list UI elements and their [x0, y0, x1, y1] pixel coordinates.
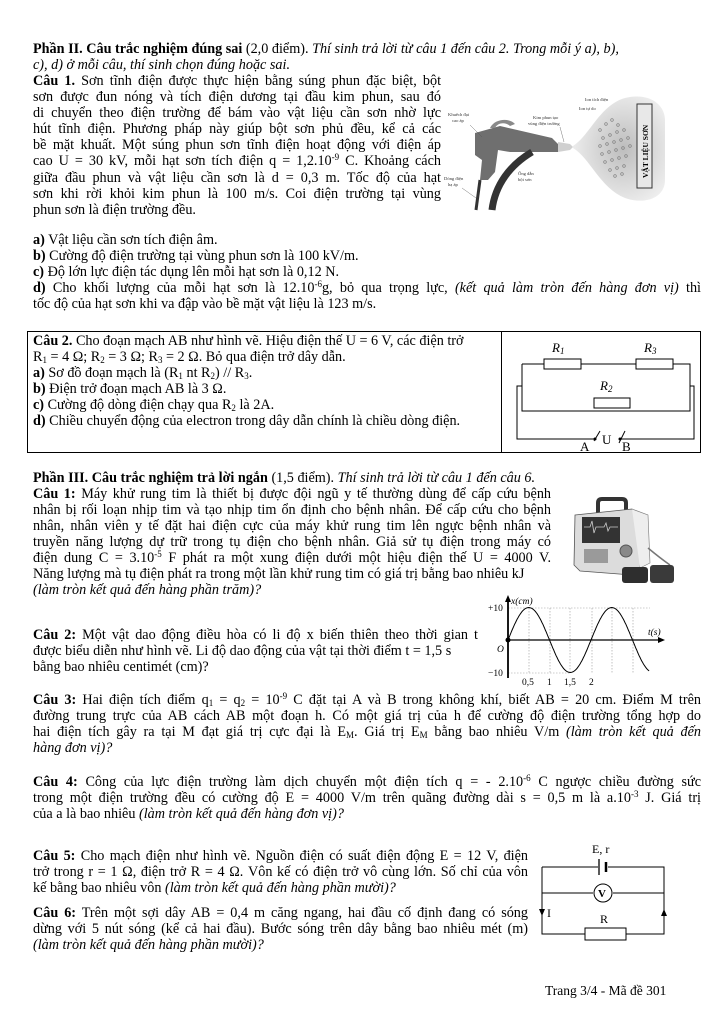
question-text: nhân bị rối loạn nhịp tim và tạo nhịp tim ổn định cho bệnh nhân. Để cấp cứu cho bệnh — [33, 502, 551, 519]
short-question-5 — [33, 848, 528, 896]
x-tick: 1 — [547, 678, 552, 688]
option-label: a) — [33, 365, 45, 382]
origin-label: O — [497, 645, 504, 655]
question-text: Năng lượng mà tụ điện phát ra trong một lần khử rung tim có giá trị bằng bao nhiêu kJ — [33, 566, 525, 582]
question-text: C ngược chiều đường sức — [530, 774, 701, 790]
question-2-label: Câu 2. — [33, 333, 73, 349]
label-r3: R3 — [644, 340, 657, 356]
label-hose-cont: bột sơn — [518, 177, 532, 182]
question-1-options — [33, 232, 701, 312]
text: = 2 Ω. Bỏ qua điện trở dây dẫn. — [162, 349, 346, 366]
x-tick: 0,5 — [522, 678, 534, 688]
question-1-text: giữa đầu phun và vật liệu cần sơn là d = 0,3 m. Tốc độ của hạt — [33, 169, 441, 186]
option-text: Điện trở đoạn mạch AB là 3 Ω. — [45, 381, 227, 398]
question-2 — [33, 333, 503, 430]
label-amplifier: Khuếch đại — [448, 112, 470, 117]
circuit-voltmeter-diagram — [530, 835, 700, 950]
terminal-a — [594, 438, 597, 441]
question-text: F phát ra một xung điện dưới một hiệu điện thế U = 4000 V. — [161, 550, 551, 567]
part3-points: (1,5 điểm). — [271, 470, 335, 486]
question-text: được biểu diễn như hình vẽ. Li độ dao động của vật tại thời điểm t = 1,5 s — [33, 643, 452, 660]
question-text: Máy khử rung tim là thiết bị được đội ngũ y tế thường dùng để cấp cứu bệnh — [81, 486, 552, 502]
option-a — [33, 365, 503, 381]
subscript: 2 — [240, 698, 246, 708]
resistor-r2 — [594, 398, 630, 408]
question-1-text: hút tĩnh điện. Phương pháp này giúp bột sơn phủ đều, kể cả các — [33, 121, 441, 138]
short-question-4-label: Câu 4: — [33, 774, 78, 790]
current-arrow-up — [661, 909, 667, 916]
option-d-cont: tốc độ của hạt sơn khi va đập vào bề mặt vật liệu là 123 m/s. — [33, 296, 377, 313]
source-label: E, r — [592, 842, 610, 856]
option-label: c) — [33, 397, 45, 414]
part2-instruction-cont: c), d) ở mỗi câu, thí sinh chọn đúng hoặc sai. — [33, 57, 291, 74]
option-c — [33, 264, 701, 280]
label-b: B — [622, 439, 631, 453]
short-question-1 — [33, 486, 551, 566]
subscript: 2 — [100, 355, 105, 366]
short-question-6-label: Câu 6: — [33, 905, 77, 921]
part2-title: Phần II. Câu trắc nghiệm đúng sai — [33, 41, 243, 57]
question-text: C đặt tại A và B trong không khí, biết AB = 20 cm. Điểm M trên — [287, 692, 701, 708]
question-text: dừng với 5 nút sóng (kể cả hai đầu). Bước sóng trên dây bằng bao nhiêu mét (m) — [33, 921, 528, 938]
oscillation-graph — [470, 590, 700, 690]
label-a: A — [580, 439, 590, 453]
rounding-note: (làm tròn kết quả đến hàng phần mười)? — [165, 880, 396, 897]
gun-body — [475, 126, 558, 180]
y-axis-label: x(cm) — [511, 597, 533, 607]
label-needle-cont: vùng điện trường — [528, 121, 560, 126]
option-label: b) — [33, 248, 46, 265]
resistor-r — [585, 928, 626, 940]
option-label: b) — [33, 381, 46, 398]
option-a — [33, 232, 701, 248]
part2-points: (2,0 điểm). — [245, 41, 309, 57]
exponent: -6 — [523, 773, 531, 783]
gun-nozzle — [558, 142, 573, 152]
short-question-3-label: Câu 3: — [33, 692, 77, 708]
option-text: g, bỏ qua trọng lực, — [321, 280, 455, 297]
option-text: Chiều chuyển động của electron trong dây dẫn chính là chiều dòng điện. — [45, 413, 461, 430]
option-b — [33, 381, 503, 397]
exponent: -6 — [314, 279, 322, 290]
part2-header — [33, 41, 701, 73]
defibrillator-image — [560, 493, 695, 593]
subscript: M — [346, 730, 355, 741]
option-label: c) — [33, 264, 45, 281]
label-free-ion: Ion tự do — [579, 106, 596, 111]
question-text: bằng bao nhiêu centimét (cm)? — [33, 659, 209, 676]
short-question-1-label: Câu 1: — [33, 486, 76, 502]
resistor-label: R — [600, 912, 609, 926]
question-1-text: Sơn tĩnh điện được thực hiện bằng súng phun đặc biệt, bột — [81, 73, 442, 89]
option-label: d) — [33, 280, 46, 297]
resistor-r1 — [544, 359, 581, 369]
option-text: thì — [678, 280, 701, 297]
short-question-2-label: Câu 2: — [33, 627, 77, 643]
text: ) // R — [215, 365, 245, 382]
rounding-note: (làm tròn kết quả đến hàng phần trăm)? — [33, 582, 262, 599]
question-2-text: Cho đoạn mạch AB như hình vẽ. Hiệu điện thế U = 6 V, các điện trở — [75, 333, 464, 349]
power-cable — [476, 180, 480, 210]
y-tick-min: −10 — [488, 669, 503, 679]
option-text: Độ lớn lực điện tác dụng lên mỗi hạt sơn là 0,12 N. — [44, 264, 339, 281]
subscript: 1 — [42, 355, 47, 366]
question-1-text: di chuyển theo điện trường để bám vào vật liệu cần sơn nhờ lực — [33, 105, 441, 122]
page-footer: Trang 3/4 - Mã đề 301 — [545, 983, 667, 998]
question-text: kế bằng bao nhiêu vôn — [33, 880, 165, 897]
current-arrow-down — [539, 909, 545, 916]
question-1-text: sơn được đun nóng và tích điện dương tại đầu kim phun, sau đó — [33, 89, 441, 106]
question-text: J. Giá trị — [638, 790, 701, 807]
question-2-values — [33, 349, 503, 365]
question-text: = q — [213, 692, 241, 708]
part3-header — [33, 470, 701, 486]
text: = 4 Ω; R — [46, 349, 101, 366]
short-question-3 — [33, 692, 701, 756]
question-text: Trên một sợi dây AB = 0,4 m căng ngang, hai đầu cố định đang có sóng — [81, 905, 528, 921]
question-1 — [33, 73, 441, 218]
part3-title: Phần III. Câu trắc nghiệm trả lời ngắn — [33, 470, 268, 486]
resistor-r3 — [636, 359, 673, 369]
option-b — [33, 248, 701, 264]
text: Cường độ dòng điện chạy qua R — [44, 397, 232, 414]
circuit-ab-diagram — [502, 331, 701, 453]
label-r1: R1 — [552, 340, 565, 356]
exponent: -5 — [154, 549, 162, 560]
option-text: Vật liệu cần sơn tích điện âm. — [44, 232, 218, 248]
subscript: 1 — [178, 371, 183, 382]
subscript: M — [419, 730, 428, 741]
option-label: d) — [33, 413, 46, 430]
text: . — [248, 365, 253, 382]
part2-instruction: Thí sinh trả lời từ câu 1 đến câu 2. Trong mỗi ý a), b), — [312, 41, 619, 57]
subscript: 3 — [244, 371, 249, 382]
subscript: 2 — [210, 371, 216, 382]
question-1-text: C. Khoảng cách — [339, 153, 441, 170]
question-1-text: bề mặt khuất. Một súng phun sơn tĩnh điện hoạt động với điện áp — [33, 137, 441, 154]
option-label: a) — [33, 232, 45, 248]
y-tick-max: +10 — [488, 604, 503, 614]
question-text: . Giá trị E — [354, 724, 420, 741]
question-1-label: Câu 1. — [33, 73, 76, 89]
option-text: Cường độ điện trường tại vùng phun sơn là 100 kV/m. — [45, 248, 359, 265]
x-axis-label: t(s) — [648, 628, 661, 638]
text: là 2A. — [235, 397, 275, 414]
label-needle: Kim phun tạo — [533, 115, 559, 120]
subscript: 2 — [231, 403, 236, 414]
question-text: truyền năng lượng dự trữ trong tụ điện cho bệnh nhân. Giả sử tụ điện trong máy có — [33, 534, 551, 551]
exponent: -3 — [630, 789, 639, 800]
current-label: I — [547, 906, 551, 920]
part3-instruction: Thí sinh trả lời từ câu 1 đến câu 6. — [337, 470, 536, 486]
question-text: Một vật dao động điều hòa có li độ x biến thiên theo thời gian t — [82, 627, 479, 643]
question-1-text: cao U = 30 kV, mỗi hạt sơn tích điện q = 1,2.10 — [33, 153, 332, 170]
text: nt R — [182, 365, 211, 382]
question-text: bằng bao nhiêu V/m — [427, 724, 566, 741]
label-u: U — [602, 432, 612, 447]
label-current: Dòng điện — [444, 176, 464, 181]
voltmeter-label: V — [598, 888, 606, 900]
rounding-note: (kết quả làm tròn đến hàng đơn vị) — [454, 280, 679, 297]
label-amplifier-cont: cao áp — [452, 118, 464, 123]
x-tick: 2 — [589, 678, 594, 688]
subscript: 3 — [157, 355, 163, 366]
question-text: = 10 — [245, 692, 280, 708]
rounding-note: (làm tròn kết quả đến hàng đơn vị)? — [138, 806, 344, 823]
question-text: hai điện tích gây ra tại M đạt giá trị cực đại là E — [33, 724, 347, 741]
option-c — [33, 397, 503, 413]
rounding-note: hàng đơn vị)? — [33, 740, 113, 757]
spray-gun-figure — [440, 80, 680, 230]
short-question-5-label: Câu 5: — [33, 848, 76, 864]
question-text: trong một điện trường đều có cường độ E = 4000 V/m trên quãng đường dài s = 0,5 m là a.10 — [33, 790, 631, 807]
short-question-4 — [33, 774, 701, 822]
label-ion-charged: Ion tích điện — [585, 97, 609, 102]
subscript: 1 — [208, 698, 214, 708]
question-text: của a là bao nhiêu — [33, 806, 139, 823]
rounding-note: (làm tròn kết quả đến — [566, 724, 701, 741]
question-text: Hai điện tích điểm q — [82, 692, 209, 708]
option-d — [33, 280, 701, 296]
question-text: Công của lực điện trường làm dịch chuyển một điện tích q = - 2.10 — [85, 774, 524, 790]
text: Sơ đồ đoạn mạch là (R — [44, 365, 179, 382]
option-d — [33, 413, 503, 429]
material-label: VẬT LIỆU SƠN — [641, 124, 650, 178]
question-text: điện dung C = 3.10 — [33, 550, 155, 567]
question-1-text: sơn khi rời khỏi kim phun là 100 m/s. Coi điện trường tại vùng — [33, 185, 441, 202]
question-text: Cho mạch điện như hình vẽ. Nguồn điện có suất điện động E = 12 V, điện — [80, 848, 528, 864]
x-tick: 1,5 — [564, 678, 576, 688]
exponent: -9 — [279, 691, 288, 701]
label-r2: R2 — [600, 378, 613, 394]
question-1-text: phun sơn là điện trường đều. — [33, 201, 196, 218]
short-question-2 — [33, 627, 478, 675]
label-current-cont: hạ áp — [448, 182, 458, 187]
text: = 3 Ω; R — [104, 349, 158, 366]
question-text: đường trung trực của AB cách AB một đoạn h. Có một giá trị của h để cường độ điện trường tổng hợp do — [33, 708, 701, 725]
question-text: trở trong r = 1 Ω, điện trở R = 4 Ω. Vôn kế có điện trở vô cùng lớn. Số chỉ của vôn — [33, 864, 528, 881]
label-hose: Ống dẫn — [518, 171, 534, 176]
exponent: -9 — [331, 152, 340, 163]
text: R — [33, 349, 43, 366]
question-text: nhân, nhân viên y tế đặt hai điện cực của máy khử rung tim lên ngực bệnh nhân và — [33, 518, 551, 535]
rounding-note: (làm tròn kết quả đến hàng phần mười)? — [33, 937, 264, 954]
short-question-6 — [33, 905, 528, 953]
option-text: Cho khối lượng của mỗi hạt sơn là 12.10 — [45, 280, 315, 297]
